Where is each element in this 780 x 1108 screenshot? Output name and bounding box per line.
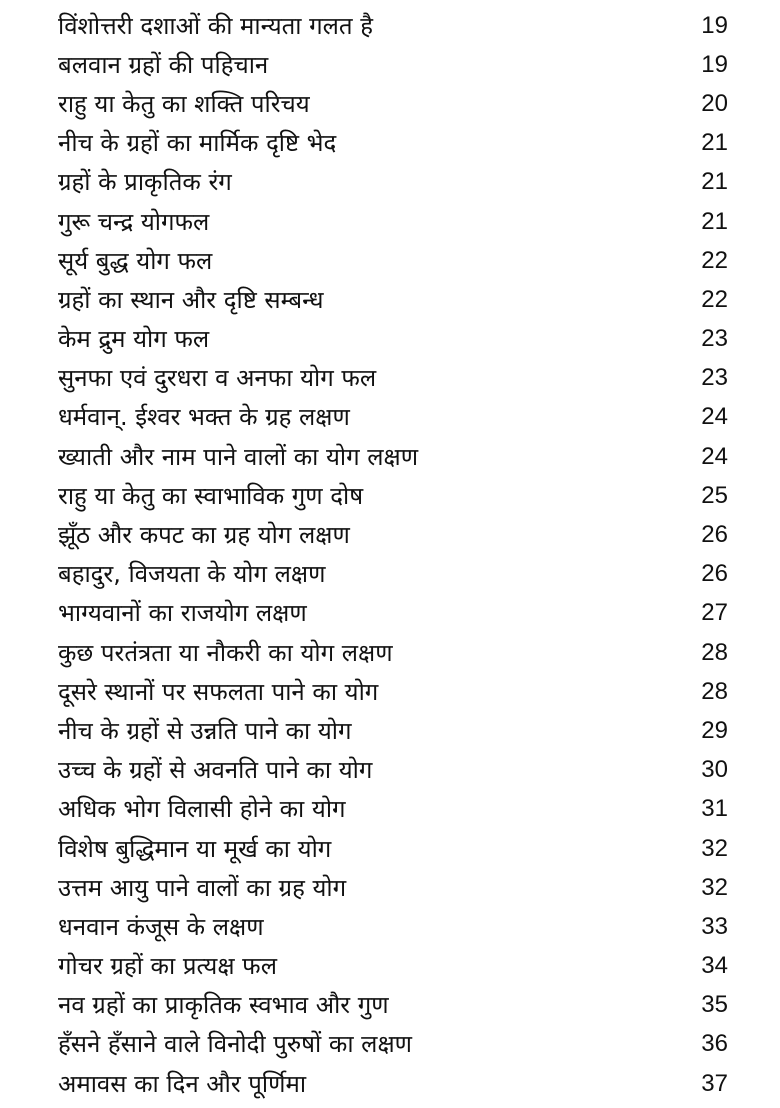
toc-entry — [58, 124, 728, 163]
toc-entry-page-number: 20 — [701, 89, 728, 117]
toc-entry-page-number: 25 — [701, 481, 728, 509]
toc-entry-page-number: 26 — [701, 521, 728, 549]
toc-entry-title: गोचर ग्रहों का प्रत्यक्ष फल — [58, 952, 277, 981]
toc-entry-page-number: 21 — [701, 168, 728, 196]
toc-entry — [58, 515, 728, 554]
toc-entry-page-number: 19 — [701, 50, 728, 78]
toc-entry-page-number: 23 — [701, 325, 728, 353]
toc-entry-title: राहु या केतु का स्वाभाविक गुण दोष — [58, 481, 364, 510]
toc-entry — [58, 398, 728, 437]
toc-entry — [58, 45, 728, 84]
toc-entry — [58, 359, 728, 398]
toc-entry-page-number: 28 — [701, 677, 728, 705]
toc-entry-title: सूर्य बुद्ध योग फल — [58, 246, 213, 275]
table-of-contents — [58, 6, 728, 1103]
toc-entry — [58, 1025, 728, 1064]
toc-entry-title: अधिक भोग विलासी होने का योग — [58, 795, 346, 824]
toc-entry-title: हँसने हँसाने वाले विनोदी पुरुषों का लक्षण — [58, 1030, 413, 1059]
toc-entry — [58, 202, 728, 241]
toc-entry-page-number: 28 — [701, 638, 728, 666]
toc-entry-title: गुरू चन्द्र योगफल — [58, 207, 210, 236]
toc-entry — [58, 476, 728, 515]
toc-entry-title: उच्च के ग्रहों से अवनति पाने का योग — [58, 756, 373, 785]
toc-entry — [58, 947, 728, 986]
toc-entry-page-number: 29 — [701, 716, 728, 744]
toc-entry-title: धनवान कंजूस के लक्षण — [58, 912, 264, 941]
toc-entry-page-number: 35 — [701, 991, 728, 1019]
toc-entry — [58, 907, 728, 946]
toc-entry-page-number: 19 — [701, 11, 728, 39]
toc-entry-page-number: 31 — [701, 795, 728, 823]
toc-entry-page-number: 24 — [701, 442, 728, 470]
toc-entry-title: सुनफा एवं दुरधरा व अनफा योग फल — [58, 364, 377, 393]
toc-entry-title: नीच के ग्रहों का मार्मिक दृष्टि भेद — [58, 129, 337, 158]
toc-entry — [58, 868, 728, 907]
toc-entry-title: विशेष बुद्धिमान या मूर्ख का योग — [58, 834, 332, 863]
toc-entry-page-number: 24 — [701, 403, 728, 431]
toc-entry-title: नीच के ग्रहों से उन्नति पाने का योग — [58, 716, 352, 745]
toc-entry-title: राहु या केतु का शक्ति परिचय — [58, 89, 310, 118]
toc-entry — [58, 751, 728, 790]
toc-entry-page-number: 37 — [701, 1069, 728, 1097]
toc-entry-title: बलवान ग्रहों की पहिचान — [58, 50, 269, 79]
toc-entry-title: ख्याती और नाम पाने वालों का योग लक्षण — [58, 442, 419, 471]
toc-entry-page-number: 21 — [701, 129, 728, 157]
toc-entry-title: झूँठ और कपट का ग्रह योग लक्षण — [58, 521, 350, 550]
toc-entry-title: भाग्यवानों का राजयोग लक्षण — [58, 599, 307, 628]
toc-entry-title: विंशोत्तरी दशाओं की मान्यता गलत है — [58, 11, 373, 40]
toc-entry-page-number: 26 — [701, 560, 728, 588]
toc-entry-page-number: 32 — [701, 834, 728, 862]
toc-entry — [58, 320, 728, 359]
toc-entry-title: कुछ परतंत्रता या नौकरी का योग लक्षण — [58, 638, 393, 667]
toc-entry-title: अमावस का दिन और पूर्णिमा — [58, 1069, 307, 1098]
toc-entry-page-number: 34 — [701, 952, 728, 980]
toc-entry-title: नव ग्रहों का प्राकृतिक स्वभाव और गुण — [58, 991, 389, 1020]
toc-entry-page-number: 23 — [701, 364, 728, 392]
toc-entry — [58, 84, 728, 123]
toc-entry-title: उत्तम आयु पाने वालों का ग्रह योग — [58, 873, 347, 902]
toc-entry — [58, 829, 728, 868]
toc-entry — [58, 241, 728, 280]
toc-entry-page-number: 22 — [701, 285, 728, 313]
toc-entry-title: ग्रहों का स्थान और दृष्टि सम्बन्ध — [58, 285, 324, 314]
toc-entry — [58, 790, 728, 829]
toc-entry-title: धर्मवान्. ईश्वर भक्त के ग्रह लक्षण — [58, 403, 350, 432]
toc-entry-title: बहादुर, विजयता के योग लक्षण — [58, 560, 326, 589]
toc-entry — [58, 986, 728, 1025]
toc-entry — [58, 594, 728, 633]
toc-entry — [58, 437, 728, 476]
toc-entry-page-number: 27 — [701, 599, 728, 627]
toc-entry — [58, 555, 728, 594]
toc-entry-page-number: 30 — [701, 756, 728, 784]
toc-entry-page-number: 33 — [701, 912, 728, 940]
toc-entry-title: केम द्रुम योग फल — [58, 325, 210, 354]
toc-entry — [58, 711, 728, 750]
toc-entry-page-number: 22 — [701, 246, 728, 274]
toc-entry — [58, 672, 728, 711]
toc-entry-page-number: 21 — [701, 207, 728, 235]
toc-entry-page-number: 36 — [701, 1030, 728, 1058]
toc-entry — [58, 163, 728, 202]
toc-entry-title: दूसरे स्थानों पर सफलता पाने का योग — [58, 677, 379, 706]
toc-entry — [58, 280, 728, 319]
toc-entry-page-number: 32 — [701, 873, 728, 901]
toc-entry-title: ग्रहों के प्राकृतिक रंग — [58, 168, 232, 197]
toc-entry — [58, 1064, 728, 1103]
toc-entry — [58, 6, 728, 45]
toc-entry — [58, 633, 728, 672]
